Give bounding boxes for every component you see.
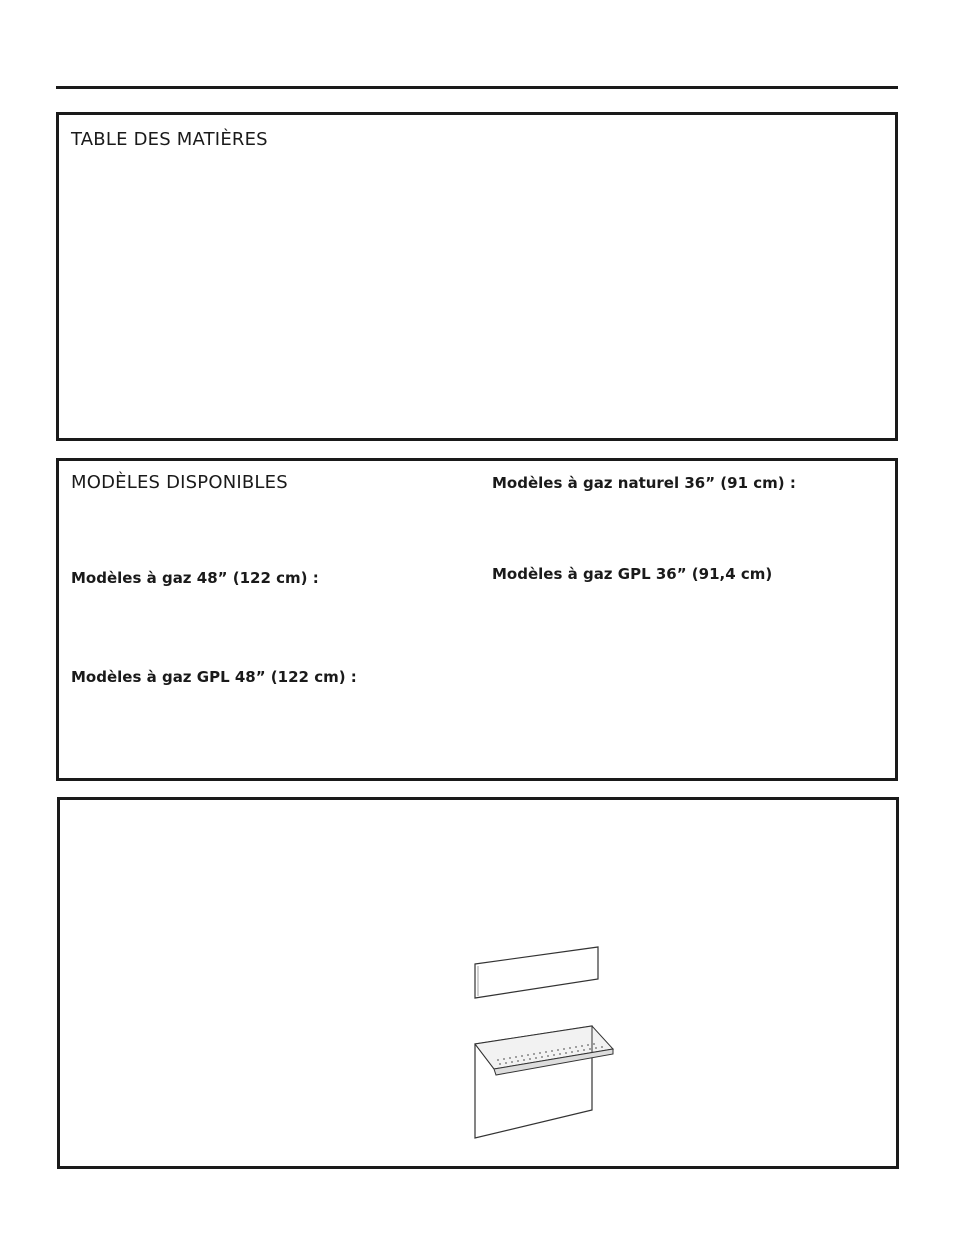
lp-48-label: Modèles à gaz GPL 48” (122 cm) :: [71, 668, 357, 686]
lp-36-label: Modèles à gaz GPL 36” (91,4 cm): [492, 565, 773, 583]
gas-48-label: Modèles à gaz 48” (122 cm) :: [71, 569, 319, 587]
accessories-section: [57, 797, 899, 1169]
table-of-contents-section: [56, 112, 898, 441]
top-rule: [56, 86, 898, 89]
natural-36-label: Modèles à gaz naturel 36” (91 cm) :: [492, 474, 796, 492]
high-shelf-backguard-illustration: [470, 1022, 626, 1142]
available-models-section: [56, 458, 898, 781]
toc-title: TABLE DES MATIÈRES: [71, 129, 268, 150]
low-backguard-panel-illustration: [472, 944, 602, 1002]
models-title: MODÈLES DISPONIBLES: [71, 472, 288, 493]
